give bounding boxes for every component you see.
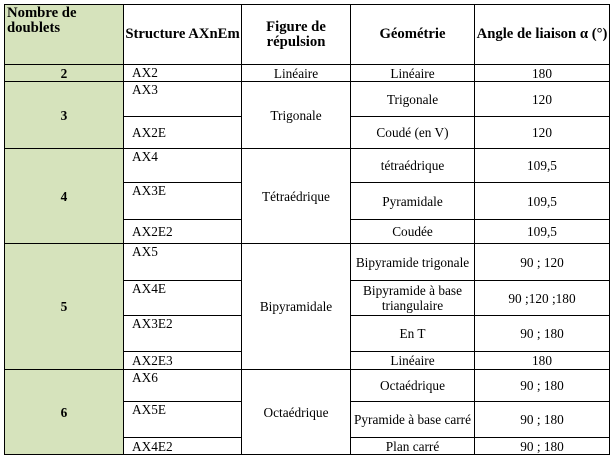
geometry-cell: En T [351,316,475,352]
structure-cell: AX4E [124,281,242,316]
angle-cell: 90 ; 180 [475,402,610,438]
table-row [5,65,610,82]
geometry-cell: tétraédrique [351,149,475,183]
geometry-cell: Coudée [351,220,475,244]
structure-cell: AX5E [124,402,242,438]
structure-cell: AX5 [124,244,242,281]
structure-cell: AX6 [124,370,242,402]
angle-cell: 90 ;120 ;180 [475,281,610,316]
geometry-cell: Linéaire [351,65,475,82]
structure-cell: AX2E2 [124,220,242,244]
repulsion-figure: Octaédrique [242,370,351,455]
structure-cell: AX4 [124,149,242,183]
repulsion-figure: Linéaire [242,65,351,82]
geometry-cell: Bipyramide à base triangulaire [351,281,475,316]
header-doublets: Nombre de doublets [5,5,124,65]
header-angle: Angle de liaison α (°) [475,5,610,65]
geometry-cell: Trigonale [351,82,475,117]
angle-cell: 90 ; 180 [475,316,610,352]
header-figure: Figure de répulsion [242,5,351,65]
header-structure: Structure AXnEm [124,5,242,65]
table-row [5,244,610,281]
geometry-cell: Linéaire [351,352,475,370]
vsepr-table [4,4,610,455]
structure-cell: AX2 [124,65,242,82]
structure-cell: AX3E [124,183,242,220]
repulsion-figure: Tétraédrique [242,149,351,244]
angle-cell: 90 ; 180 [475,438,610,455]
doublet-count: 5 [5,244,124,370]
angle-cell: 120 [475,82,610,117]
geometry-cell: Plan carré [351,438,475,455]
table-row [5,82,610,117]
angle-cell: 90 ; 120 [475,244,610,281]
repulsion-figure: Trigonale [242,82,351,149]
angle-cell: 90 ; 180 [475,370,610,402]
table-row [5,370,610,402]
doublet-count: 4 [5,149,124,244]
header-geometry: Géométrie [351,5,475,65]
angle-cell: 109,5 [475,183,610,220]
angle-cell: 180 [475,352,610,370]
structure-cell: AX2E3 [124,352,242,370]
repulsion-figure: Bipyramidale [242,244,351,370]
table-row [5,149,610,183]
angle-cell: 109,5 [475,220,610,244]
doublet-count: 2 [5,65,124,82]
geometry-cell: Octaédrique [351,370,475,402]
angle-cell: 180 [475,65,610,82]
doublet-count: 6 [5,370,124,455]
structure-cell: AX2E [124,117,242,149]
structure-cell: AX4E2 [124,438,242,455]
geometry-cell: Pyramide à base carré [351,402,475,438]
structure-cell: AX3E2 [124,316,242,352]
geometry-cell: Bipyramide trigonale [351,244,475,281]
angle-cell: 109,5 [475,149,610,183]
doublet-count: 3 [5,82,124,149]
table-body [5,65,610,455]
header-row [5,5,610,65]
geometry-cell: Pyramidale [351,183,475,220]
geometry-cell: Coudé (en V) [351,117,475,149]
structure-cell: AX3 [124,82,242,117]
angle-cell: 120 [475,117,610,149]
